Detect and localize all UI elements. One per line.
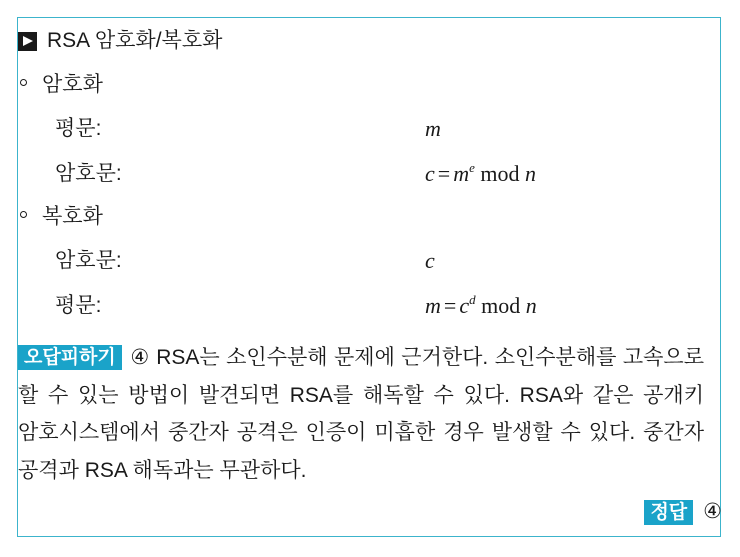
modulus-var: n bbox=[525, 293, 537, 318]
answer-tag: 정답 bbox=[644, 500, 693, 525]
bullet-circle-icon bbox=[20, 211, 27, 218]
exponent-var: e bbox=[469, 160, 475, 175]
decryption-bullet bbox=[20, 203, 103, 231]
decryption-cipher-label: 암호문: bbox=[55, 249, 122, 272]
plain-var: m bbox=[425, 116, 441, 141]
encryption-plain-expr bbox=[425, 115, 441, 143]
section-heading-text: RSA 암호화/복호화 bbox=[47, 29, 223, 52]
mod-operator: mod bbox=[481, 293, 521, 318]
mod-operator: mod bbox=[480, 161, 520, 186]
section-heading bbox=[18, 27, 222, 55]
modulus-var: n bbox=[524, 161, 536, 186]
equals-sign: = bbox=[437, 161, 451, 186]
encryption-formula bbox=[425, 160, 536, 188]
decryption-cipher-expr bbox=[425, 247, 435, 275]
equals-sign: = bbox=[443, 293, 457, 318]
exponent-var: d bbox=[469, 292, 476, 307]
explanation-text: ④ RSA는 소인수분해 문제에 근거한다. 소인수분해를 고속으로 할 수 있는 방법이 발견되면 RSA를 해독할 수 있다. RSA와 같은 공개키 암호시스템에서 중간자 공격은 인증이 미흡한 경우 발생할 수 있다. 중간자 공격과 RSA 해독과는 무관하다. bbox=[18, 346, 704, 482]
encryption-plain-label: 평문: bbox=[55, 117, 102, 140]
encryption-bullet bbox=[20, 71, 103, 99]
bullet-circle-icon bbox=[20, 79, 27, 86]
encryption-title: 암호화 bbox=[42, 73, 103, 96]
wrong-answer-tag: 오답피하기 bbox=[18, 345, 122, 370]
plain-var: m bbox=[425, 293, 441, 318]
decryption-plain-label: 평문: bbox=[55, 294, 102, 317]
encryption-cipher-label: 암호문: bbox=[55, 162, 122, 185]
answer-value: ④ bbox=[703, 500, 722, 523]
right-arrow-box-icon bbox=[18, 32, 37, 51]
answer-line bbox=[644, 498, 722, 526]
explanation-paragraph bbox=[18, 339, 704, 489]
base-var: c bbox=[459, 293, 470, 318]
decryption-formula bbox=[425, 292, 537, 320]
cipher-var: c bbox=[425, 161, 435, 186]
cipher-var: c bbox=[425, 248, 435, 273]
decryption-title: 복호화 bbox=[42, 205, 103, 228]
base-var: m bbox=[453, 161, 470, 186]
